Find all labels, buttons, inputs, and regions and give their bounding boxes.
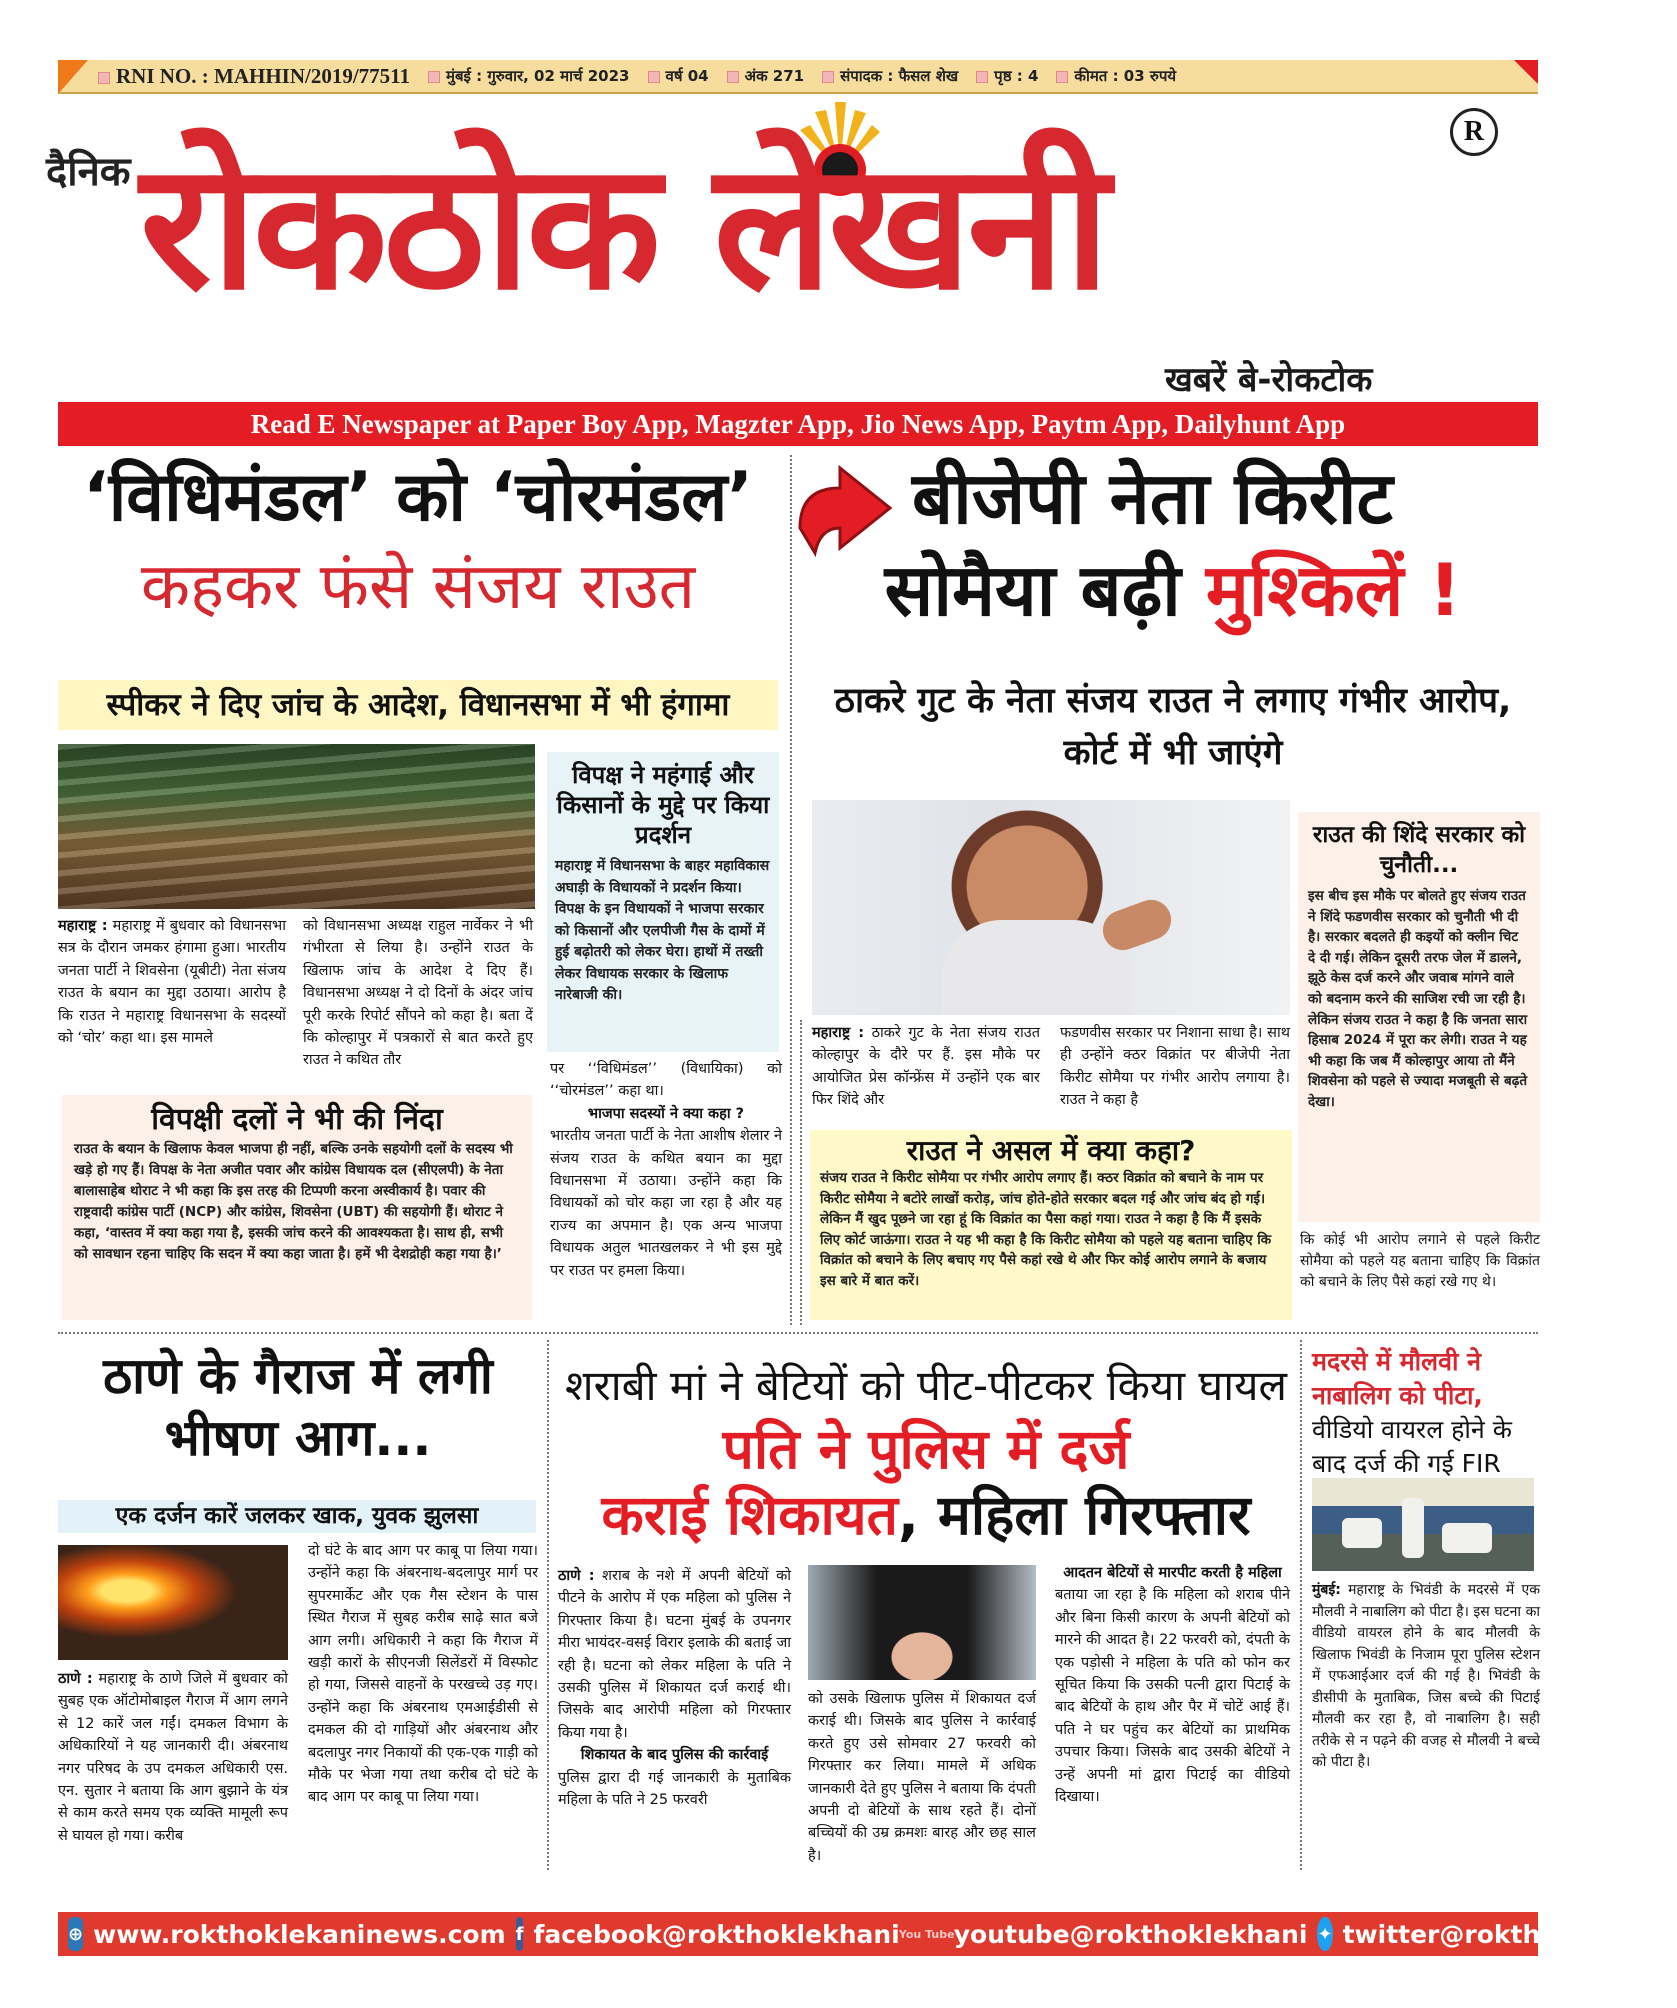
price-text: कीमत : 03 रुपये xyxy=(1074,67,1177,85)
challenge-body: इस बीच इस मौके पर बोलते हुए संजय राउत ने शिंदे फडणवीस सरकार को चुनौती भी दी है। सरकार बदलते ही कइयों को क्लीन चिट दे दी गई। लेकिन दूसरी तरफ जेल में डालने, झूठे केस दर्ज करने और जवाब मांगने वाले को बदनाम करने की साजिश रची जा रही है। लेकिन संजय राउत ने कहा है कि जनता सारा हिसाब 2024 में पूरा कर लेगी। राउत ने यह भी कहा कि जब मैं कोल्हापुर आया तो मैंने शिवसेना को पहले से ज्यादा मजबूती से बढ़ते देखा। xyxy=(1308,888,1528,1110)
headline2-black: सोमैया बढ़ी xyxy=(884,548,1206,632)
dateline: ठाणे : xyxy=(58,1671,93,1687)
bullet-icon xyxy=(727,71,739,83)
headline2-red: मुश्किलें ! xyxy=(1205,548,1462,632)
bullet-icon xyxy=(976,71,988,83)
story1-headline: ‘विधिमंडल’ को ‘चोरमंडल’ xyxy=(82,458,754,537)
sidebox-body: महाराष्ट्र में विधानसभा के बाहर महाविकास अघाड़ी के विधायकों ने प्रदर्शन किया। विपक्ष के इन विधायकों ने भाजपा सरकार को किसानों और एलपीजी गैस के दामों में हुई बढ़ोतरी को लेकर घेरा। हाथों में तख्ती लेकर विधायक सरकार के खिलाफ नारेबाजी की। xyxy=(555,858,770,1003)
story3-col2 xyxy=(308,1540,538,1865)
opposition-title: विपक्षी दलों ने भी की निंदा xyxy=(151,1102,443,1137)
col1-body: पुलिस द्वारा दी गई जानकारी के मुताबिक महिला के पति ने 25 फरवरी xyxy=(558,1769,791,1809)
bullet-icon xyxy=(1056,71,1068,83)
headline3-red: कराई शिकायत xyxy=(601,1483,898,1547)
price xyxy=(1056,66,1176,86)
editor xyxy=(822,66,958,86)
headline-black: वीडियो वायरल होने के बाद दर्ज की गई FIR xyxy=(1312,1415,1512,1478)
story3-col1 xyxy=(58,1668,288,1863)
story1-subhead: स्पीकर ने दिए जांच के आदेश, विधानसभा में भी हंगामा xyxy=(58,680,778,730)
e-newspaper-banner: Read E Newspaper at Paper Boy App, Magzter App, Jio News App, Paytm App, Dailyhunt App xyxy=(58,402,1538,446)
youtube-link[interactable]: youtube@rokthoklekhani xyxy=(953,1919,1308,1949)
story2-headline2 xyxy=(808,545,1538,635)
story1-col1-text: महाराष्ट्र में बुधवार को विधानसभा सत्र के दौरान जमकर हंगामा हुआ। भारतीय जनता पार्टी ने शिवसेना (यूबीटी) नेता संजय राउत के बयान का मुद्दा उठाया। आरोप है कि राउत ने महाराष्ट्र विधानसभा के सदस्यों को ‘चोर’ कहा था। इस मामले xyxy=(58,918,287,1047)
story4-col3 xyxy=(1055,1562,1290,1867)
col3-head: भाजपा सदस्यों ने क्या कहा ? xyxy=(587,1105,745,1122)
story4-col1 xyxy=(558,1565,791,1865)
story3-headline: ठाणे के गैराज में लगी भीषण आग... xyxy=(103,1347,493,1467)
facebook-icon: f xyxy=(516,1917,524,1951)
story2-col2 xyxy=(1060,1022,1290,1127)
corner-accent-right xyxy=(1514,60,1538,84)
bullet-icon xyxy=(428,71,440,83)
story2-side-cont: कि कोई भी आरोप लगाने से पहले किरीट सोमैया को पहले यह बताना चाहिए कि विक्रांत को बचाने के लिए पैसे कहां रखे गए थे। xyxy=(1300,1232,1540,1290)
col3-body: बताया जा रहा है कि महिला को शराब पीने और बिना किसी कारण के अपनी बेटियों को मारने की आदत है। 22 फरवरी को, दंपती के एक पड़ोसी ने महिला के पति को फोन कर सूचित किया कि उसकी पत्नी द्वारा पिटाई के बाद बेटियों के हाथ और पैर में चोटें आई हैं। पति ने घर पहुंच कर बेटियों का प्राथमिक उपचार किया। जिसके बाद उसकी बेटियों ने उन्हें अपनी मां द्वारा पिटाई का वीडियो दिखाया। xyxy=(1055,1587,1290,1806)
bullet-icon xyxy=(822,71,834,83)
story1-col3 xyxy=(550,1058,782,1323)
issue xyxy=(727,66,805,86)
story3-col1-text: महाराष्ट्र के ठाणे जिले में बुधवार को सुबह एक ऑटोमोबाइल गैराज में आग लगने से 12 कारें जल गईं। दमकल विभाग के अधिकारियों ने यह जानकारी दी। अंबरनाथ नगर परिषद के उप दमकल अधिकारी एस. एन. सुतार ने बताया कि आग बुझाने के यंत्र से काम करते समय एक व्यक्ति मामूली रूप से घायल हो गया। करीब xyxy=(58,1671,289,1844)
column-divider xyxy=(790,455,792,1325)
col3-cont: पर ‘‘विधिमंडल’’ (विधायिका) को ‘‘चोरमंडल’’ कहा था। xyxy=(550,1061,782,1100)
story2-col1 xyxy=(812,1022,1040,1127)
story4-headline2: पति ने पुलिस में दर्ज xyxy=(722,1417,1130,1481)
sanjay-raut-photo xyxy=(812,800,1290,1015)
twitter-icon: ✦ xyxy=(1317,1917,1332,1951)
bullet-icon xyxy=(648,71,660,83)
bullet-icon xyxy=(98,72,110,84)
headline3-black: , महिला गिरफ्तार xyxy=(898,1483,1251,1547)
issue-text: अंक 271 xyxy=(744,67,805,85)
editor-text: संपादक : फैसल शेख xyxy=(840,67,959,85)
story1-col2 xyxy=(303,915,533,1080)
story1-sidebox xyxy=(547,752,779,1052)
story4-headline3 xyxy=(556,1482,1296,1548)
challenge-box xyxy=(1298,812,1540,1222)
story2-headline: बीजेपी नेता किरीट xyxy=(912,456,1393,540)
place-date xyxy=(428,66,630,86)
inner-divider xyxy=(800,1020,802,1325)
handcuffs-photo xyxy=(808,1565,1036,1680)
pages-text: पृष्ठ : 4 xyxy=(994,67,1039,85)
masthead-prefix: दैनिक xyxy=(46,149,131,194)
year-text: वर्ष 04 xyxy=(665,67,709,85)
pages xyxy=(976,66,1038,86)
fire-photo xyxy=(58,1545,288,1660)
youtube-icon: You Tube xyxy=(898,1927,955,1941)
col3-subhead: आदतन बेटियों से मारपीट करती है महिला xyxy=(1063,1565,1282,1581)
story4-headline: शराबी मां ने बेटियों को पीट-पीटकर किया घायल xyxy=(565,1361,1287,1410)
opposition-body: राउत के बयान के खिलाफ केवल भाजपा ही नहीं, बल्कि उनके सहयोगी दलों के सदस्य भी खड़े हो गए हैं। विपक्ष के नेता अजीत पवार और कांग्रेस विधायक दल (सीएलपी) के नेता बालासाहेब थोराट ने भी कहा कि इस तरह की टिप्पणी करना अस्वीकार्य है। पवार की राष्ट्रवादी कांग्रेस पार्टी (NCP) और कांग्रेस, शिवसेना (UBT) की सहयोगी हैं। थोराट ने कहा, ‘वास्तव में क्या कहा गया है, इसकी जांच करने की आवश्यकता है। साथ ही, सभी को सावधान रहना चाहिए कि सदन में क्या कहा जाता है। हमें भी देशद्रोही कहा गया है।’ xyxy=(74,1141,513,1262)
headline-red: मदरसे में मौलवी ने नाबालिग को पीटा, xyxy=(1312,1347,1483,1410)
story3-subhead: एक दर्जन कारें जलकर खाक, युवक झुलसा xyxy=(58,1500,536,1533)
challenge-title: राउत की शिंदे सरकार को चुनौती... xyxy=(1312,822,1526,878)
corner-accent xyxy=(58,60,88,94)
column-divider xyxy=(1300,1340,1302,1870)
top-info-bar xyxy=(58,60,1538,94)
masthead-title: रोकठोक लेखनी xyxy=(140,126,1106,329)
story3-col2-text: दो घंटे के बाद आग पर काबू पा लिया गया। उन्होंने कहा कि अंबरनाथ-बदलापुर मार्ग पर सुपरमार्केट और एक गैस स्टेशन के पास स्थित गैराज में सुबह करीब साढ़े सात बजे आग लगी। अधिकारी ने कहा कि गैराज में खड़ी कारों के सीएनजी सिलेंडरों में विस्फोट हो गया, जिससे वाहनों के परखच्चे उड़ गए। उन्होंने कहा कि अंबरनाथ एमआईडीसी से दमकल की दो गाड़ियों और अंबरनाथ और बदलापुर नगर निकायों की एक-एक गाड़ी को मौके पर भेजा गया तथा करीब दो घंटे के बाद आग पर काबू पा लिया गया। xyxy=(308,1543,538,1806)
rni-text: RNI NO. : MAHHIN/2019/77511 xyxy=(116,63,410,88)
col1-subhead: शिकायत के बाद पुलिस की कार्रवाई xyxy=(580,1747,769,1764)
registered-mark: R xyxy=(1450,108,1498,156)
raut-statement-box xyxy=(810,1130,1292,1320)
story1-col1 xyxy=(58,915,286,1080)
story4-col1-text: शराब के नशे में अपनी बेटियों को पीटने के आरोप में एक महिला को पुलिस ने गिरफ्तार किया है। घटना मुंबई के उपनगर मीरा भायंदर-वसई विरार इलाके की बताई जा रही है। घटना को लेकर महिला के पति ने उसकी पुलिस में शिकायत दर्ज कराई थी। जिसके बाद आरोपी महिला को गिरफ्तार किया गया है। xyxy=(558,1568,791,1741)
madrasa-photo xyxy=(1312,1478,1534,1571)
col3-body: भारतीय जनता पार्टी के नेता आशीष शेलार ने संजय राउत के कथित बयान का मुद्दा विधानसभा में उठाया। उन्होंने कहा कि विधायकों को चोर कहा जा रहा है और यह राज्य का अपमान है। एक अन्य भाजपा विधायक अतुल भातखलकर ने भी इस मुद्दे पर राउत पर हमला किया। xyxy=(550,1128,782,1279)
raut-statement-body: संजय राउत ने किरीट सोमैया पर गंभीर आरोप लगाए हैं। क्ठर विक्रांत को बचाने के नाम पर किरीट सोमैया ने बटोरे लाखों करोड़, जांच होते-होते सरकार बदल गई और जांच बंद हो गई। लेकिन मैं खुद पूछने जा रहा हूं कि विक्रांत का पैसा कहां गया। राउत ने कहा है कि मैं इसके लिए कोर्ट जाऊंगा। राउत ने यह भी कहा है कि किरीट सोमैया को पहले यह बताना चाहिए कि विक्रांत को बचाने के लिए बचाए गए पैसे कहां रखे थे और फिर कोई आरोप लगाने के बजाय इस बारे में बात करें। xyxy=(820,1170,1272,1289)
story2-subhead: ठाकरे गुट के नेता संजय राउत ने लगाए गंभीर आरोप, कोर्ट में भी जाएंगे xyxy=(834,681,1512,773)
masthead-tagline: खबरें बे-रोकटोक xyxy=(1165,360,1373,400)
rni-number xyxy=(98,64,410,89)
raut-statement-title: राउत ने असल में क्या कहा? xyxy=(906,1134,1196,1167)
column-divider xyxy=(547,1340,549,1870)
dateline: महाराष्ट्र : xyxy=(58,918,108,934)
facebook-link[interactable]: facebook@rokthoklekhani xyxy=(533,1919,900,1949)
assembly-photo xyxy=(58,744,535,909)
footer-bar xyxy=(58,1912,1677,1956)
story2-col1-text: ठाकरे गुट के नेता संजय राउत कोल्हापुर के दौरे पर हैं. इस मौके पर आयोजित प्रेस कॉन्फ्रेंस में उन्होंने एक बार फिर शिंदे और xyxy=(812,1025,1040,1109)
story2-col2-text: फडणवीस सरकार पर निशाना साधा है। साथ ही उन्होंने क्ठर विक्रांत पर बीजेपी नेता किरीट सोमैया पर गंभीर आरोप लगाया है। राउत ने कहा है xyxy=(1060,1025,1290,1109)
story1-col2-text: को विधानसभा अध्यक्ष राहुल नार्वेकर ने भी गंभीरता से लिया है। उन्होंने राउत के खिलाफ जांच के आदेश दे दिए हैं। विधानसभा अध्यक्ष ने दो दिनों के अंदर जांच पूरी करके रिपोर्ट सौंपने को कहा है। बता दें कि कोल्हापुर में पत्रकारों से बात करते हुए राउत ने कथित तौर xyxy=(303,918,533,1069)
story4-col2: को उसके खिलाफ पुलिस में शिकायत दर्ज कराई थी। जिसके बाद पुलिस ने कार्रवाई करते हुए उसे सोमवार 27 फरवरी को गिरफ्तार कर लिया। मामले में अधिक जानकारी देते हुए पुलिस ने बताया कि दंपती अपनी दो बेटियों के साथ रहते हैं। दोनों बच्चियों की उम्र क्रमशः बारह और छह साल है। xyxy=(808,1691,1036,1864)
opposition-box xyxy=(62,1095,532,1320)
story1-headline2: कहकर फंसे संजय राउत xyxy=(140,550,696,624)
story5-body-text: महाराष्ट्र के भिवंडी के मदरसे में एक मौलवी ने नाबालिग को पीटा है। इस घटना का वीडियो वायरल होने के बाद मौलवी के खिलाफ भिवंडी के निजाम पूरा पुलिस स्टेशन में एफआईआर दर्ज की गई है। भिवंडी के डीसीपी के मुताबिक, जिस बच्चे की पिटाई मौलवी कर रहा है, वो नाबालिग है। सही तरीके से न पढ़ने की वजह से मौलवी ने बच्चे को पीटा है। xyxy=(1312,1582,1540,1770)
dateline: महाराष्ट्र : xyxy=(812,1025,865,1041)
twitter-link[interactable]: twitter@rokthoklekhani xyxy=(1342,1919,1677,1949)
sidebox-title: विपक्ष ने महंगाई और किसानों के मुद्दे पर किया प्रदर्शन xyxy=(556,761,770,849)
dateline: ठाणे : xyxy=(558,1568,595,1584)
story5-headline xyxy=(1312,1345,1542,1481)
section-divider xyxy=(58,1332,1538,1334)
globe-icon: ⊕ xyxy=(68,1917,83,1951)
dateline: मुंबई: xyxy=(1312,1582,1341,1598)
website-link[interactable]: www.rokthoklekaninews.com xyxy=(93,1919,506,1949)
date-text: मुंबई : गुरुवार, 02 मार्च 2023 xyxy=(446,67,630,85)
story5-body xyxy=(1312,1580,1540,1870)
year xyxy=(648,66,709,86)
